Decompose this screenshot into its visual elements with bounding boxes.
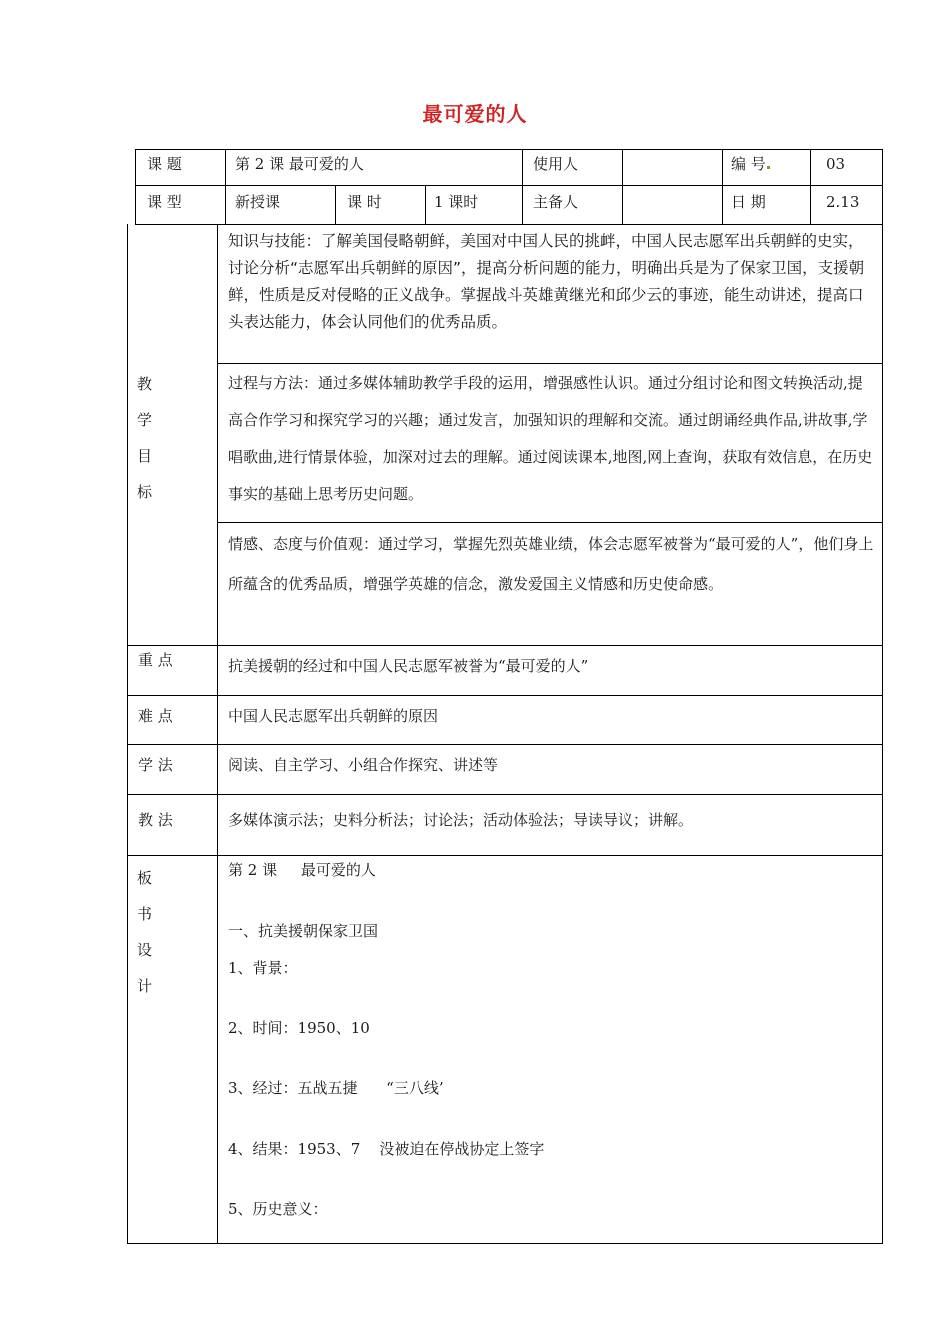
objective-knowledge: 知识与技能：了解美国侵略朝鲜，美国对中国人民的挑衅，中国人民志愿军出兵朝鲜的史实，讨论分析“志愿军出兵朝鲜的原因”，提高分析问题的能力，明确出兵是为了保家卫国，支援朝鲜，性质是反对侵略的正义战争。掌握战斗英雄黄继光和邱少云的事迹，能生动讲述，提高口头表达能力，体会认同他们的优秀品质。 — [228, 232, 865, 331]
difficult-value: 中国人民志愿军出兵朝鲜的原因 — [228, 707, 439, 725]
board-item-time: 2、时间：1950、10 — [228, 1019, 370, 1037]
objective-process: 过程与方法：通过多媒体辅助教学手段的运用，增强感性认识。通过分组讨论和图文转换活动,提高合作学习和探究学习的兴趣；通过发言，加强知识的理解和交流。通过朗诵经典作品,讲故事,学唱歌曲,进行情景体验，加深对过去的理解。通过阅读课本,地图,网上查询，获取有效信息，在历史事实的基础上思考历史问题。 — [228, 374, 873, 503]
objective-emotion: 情感、态度与价值观：通过学习，掌握先烈英雄业绩，体会志愿军被誉为“最可爱的人”，他们身上所蕴含的优秀品质，增强学英雄的信念，激发爱国主义情感和历史使命感。 — [228, 535, 874, 593]
board-item-result: 4、结果：1953、7 没被迫在停战协定上签字 — [228, 1140, 545, 1158]
board-label: 板 书 设 计 — [137, 869, 153, 995]
teach-value: 多媒体演示法；史料分析法；讨论法；活动体验法；导读导议；讲解。 — [228, 811, 694, 829]
key-label: 重 点 — [138, 651, 173, 669]
study-label: 学 法 — [138, 756, 173, 774]
key-value: 抗美援朝的经过和中国人民志愿军被誉为“最可爱的人” — [228, 657, 589, 675]
lesson-value: 第 2 课 最可爱的人 — [235, 155, 364, 173]
board-heading: 第 2 课 最可爱的人 — [228, 861, 376, 879]
hours-label: 课 时 — [347, 193, 382, 211]
difficult-label: 难 点 — [138, 707, 173, 725]
board-item-process: 3、经过：五战五捷 “三八线’ — [228, 1079, 444, 1097]
number-label: 编 号 — [731, 154, 770, 174]
study-value: 阅读、自主学习、小组合作探究、讲述等 — [228, 756, 499, 774]
hours-value: 1 课时 — [434, 193, 479, 211]
teach-label: 教 法 — [138, 811, 173, 829]
date-label: 日 期 — [731, 193, 766, 211]
user-label: 使用人 — [533, 155, 579, 173]
type-value: 新授课 — [235, 193, 281, 211]
date-value: 2.13 — [826, 193, 860, 211]
number-value: 03 — [826, 155, 846, 173]
board-item-background: 1、背景： — [228, 959, 298, 977]
board-section: 一、抗美援朝保家卫国 — [228, 922, 379, 940]
preparer-label: 主备人 — [533, 193, 579, 211]
page-title: 最可爱的人 — [422, 102, 528, 126]
lesson-label: 课 题 — [147, 155, 182, 173]
type-label: 课 型 — [147, 193, 182, 211]
objectives-label: 教 学 目 标 — [137, 375, 153, 501]
board-item-significance: 5、历史意义： — [228, 1200, 328, 1218]
